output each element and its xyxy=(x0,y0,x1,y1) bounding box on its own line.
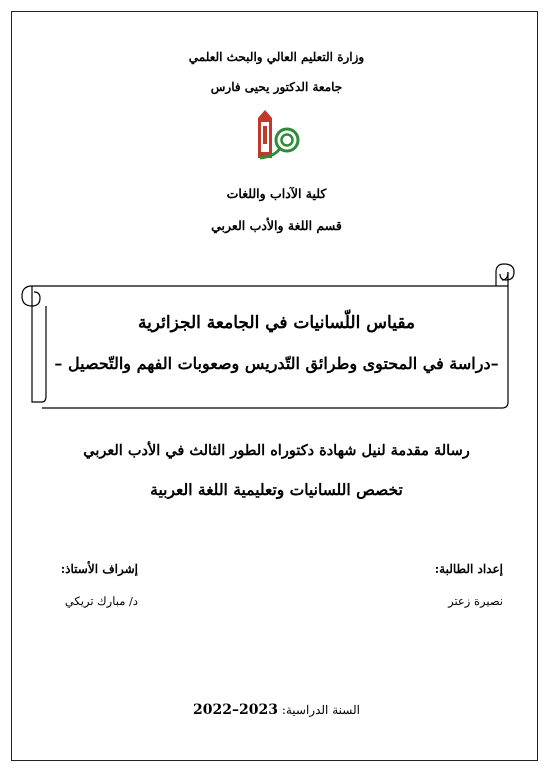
department-name: قسم اللغة والأدب العربي xyxy=(211,218,342,233)
title-scroll-frame xyxy=(18,262,524,412)
student-label: إعداد الطالبة: xyxy=(434,562,503,576)
academic-year xyxy=(0,702,553,718)
ministry-name: وزارة التعليم العالي والبحث العلمي xyxy=(188,50,365,64)
supervisor-name: د/ مبارك تريكي xyxy=(64,594,138,608)
university-logo xyxy=(254,108,300,164)
supervisor-label: إشراف الأستاذ: xyxy=(60,562,138,576)
thesis-description: رسالة مقدمة لنيل شهادة دكتوراه الطور الثالث في الأدب العربي xyxy=(83,442,470,459)
thesis-title: مقياس اللّسانيات في الجامعة الجزائرية xyxy=(137,313,416,333)
faculty-name: كلية الآداب واللغات xyxy=(226,186,327,201)
academic-year-value: 2022–2023 xyxy=(193,702,278,718)
student-name: نصيرة زعتر xyxy=(448,594,503,608)
thesis-subtitle: –دراسة في المحتوى وطرائق التّدريس وصعوبات الفهم والتّحصيل – xyxy=(54,354,499,373)
thesis-specialty: تخصص اللسانيات وتعليمية اللغة العربية xyxy=(150,480,403,499)
academic-year-label: السنة الدراسية: xyxy=(281,703,360,717)
university-name: جامعة الدكتور يحيى فارس xyxy=(210,80,343,94)
